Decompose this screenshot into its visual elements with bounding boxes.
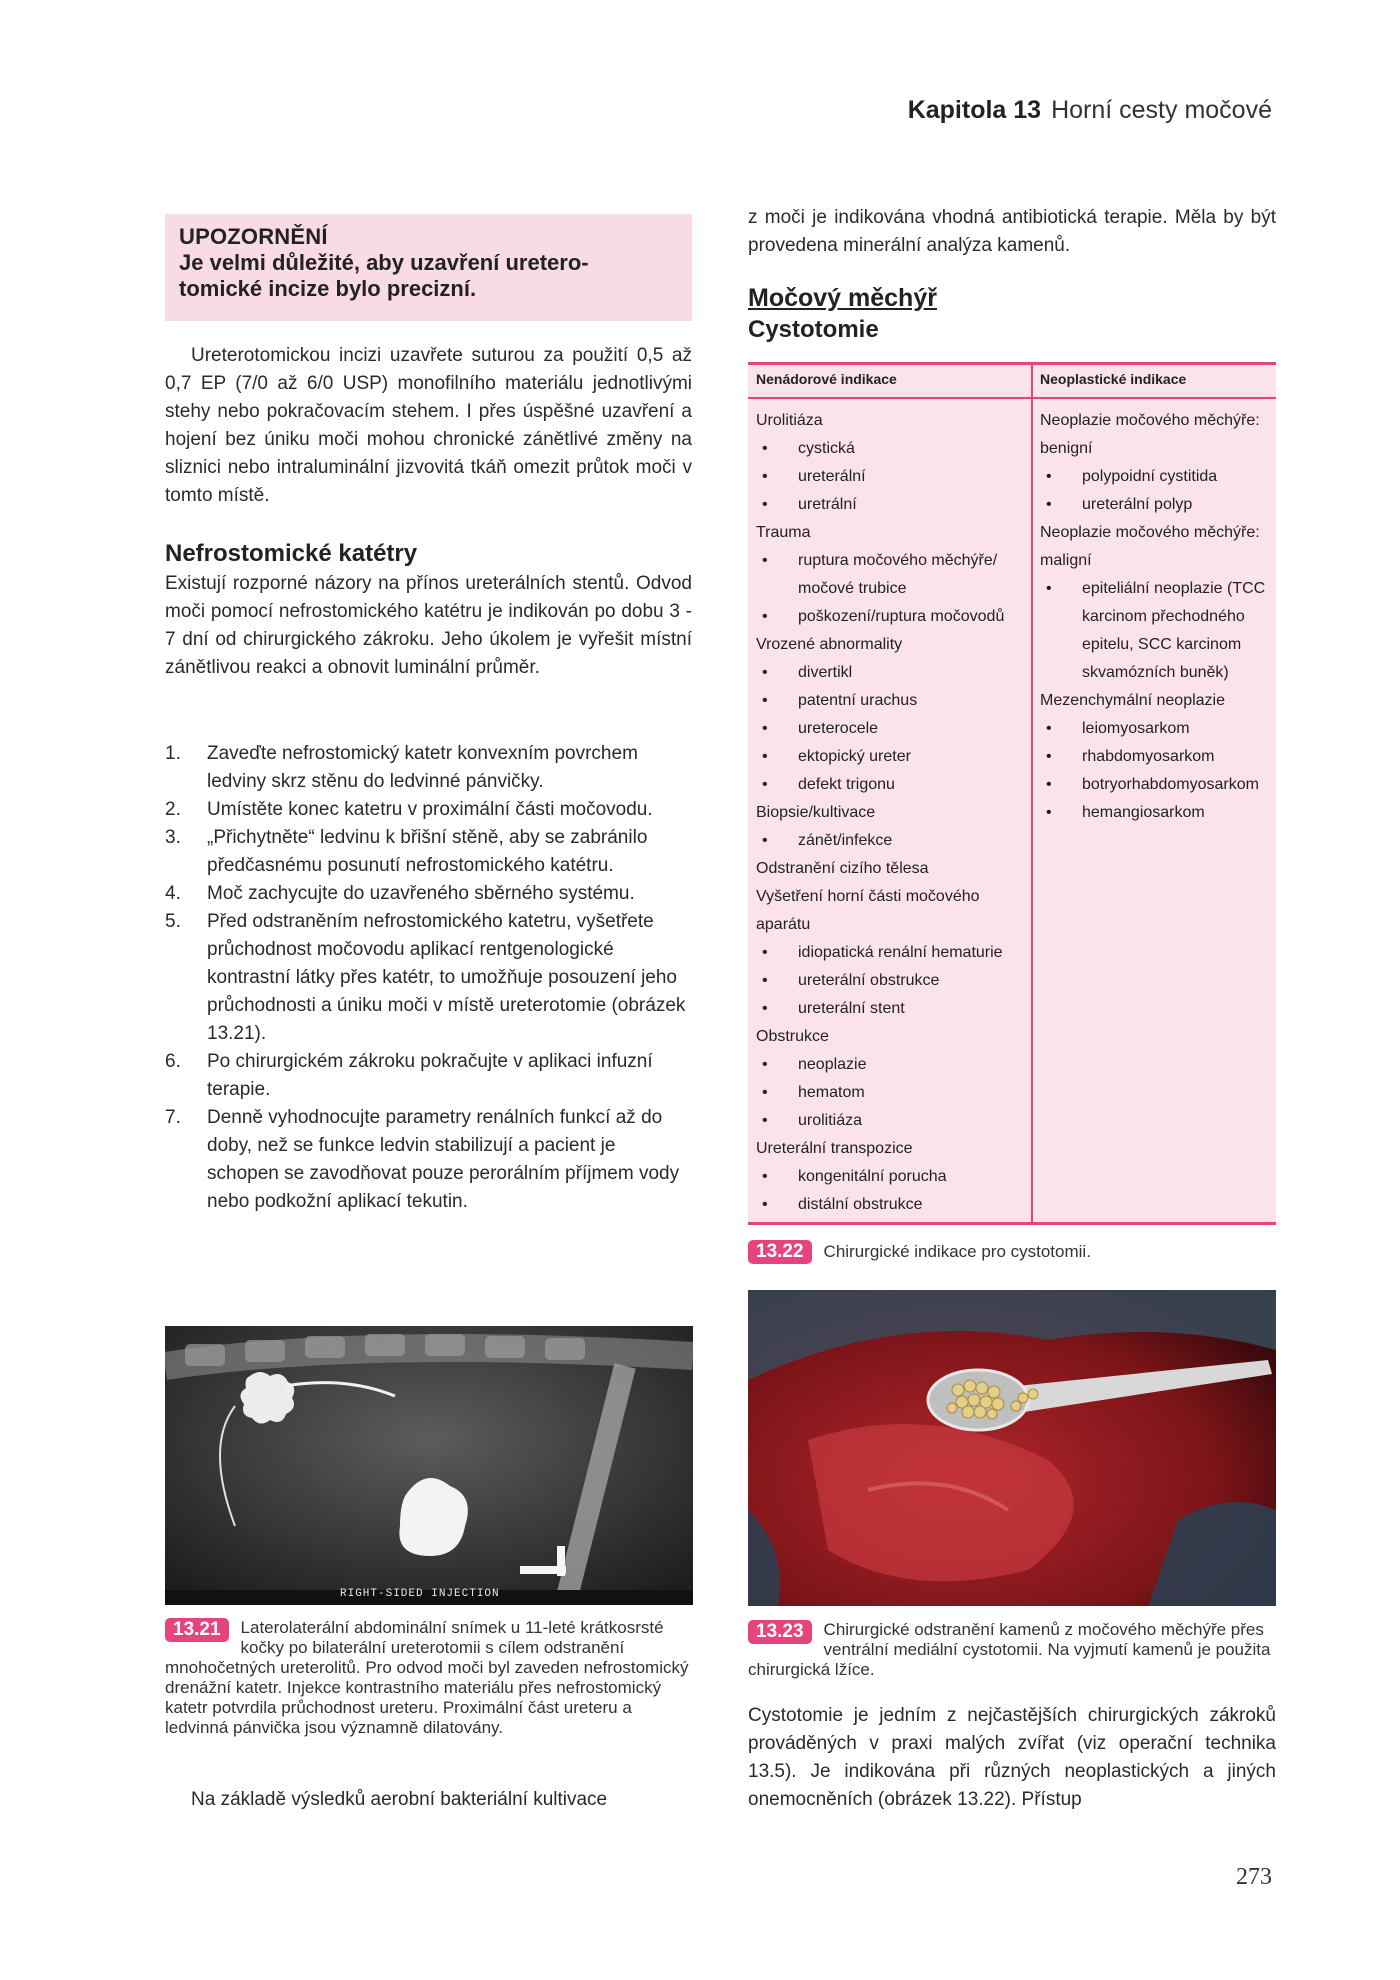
table-list-item: • leiomyosarkom xyxy=(1040,715,1272,743)
table-group-label: Trauma xyxy=(756,524,811,541)
step-item: 5. Před odstraněním nefrostomického katetru, vyšetřete průchodnost močovodu aplikací rentgenologické kontrastní látky přes katétr, to umožňuje posouzení jeho průchodnosti a úniku moči v místě ureterotomie (obrázek 13.21). xyxy=(165,911,686,1044)
table-list-item: • botryorhabdomyosarkom xyxy=(1040,771,1272,799)
table-group-label: Neoplazie močového měchýře: xyxy=(1040,524,1260,541)
table-list-item: • ureterální obstrukce xyxy=(756,967,1028,995)
table-group-label: Vrozené abnormality xyxy=(756,636,903,653)
heading-urinary-bladder: Močový měchýř xyxy=(748,284,937,312)
paragraph-antibiotics: z moči je indikována vhodná antibiotická terapie. Měla by být provedena minerální analýza kamenů. xyxy=(748,207,1276,256)
table-group-label: Urolitiáza xyxy=(756,412,823,429)
table-group-label: Neoplazie močového měchýře: xyxy=(1040,412,1260,429)
xray-label: RIGHT-SIDED INJECTION xyxy=(340,1588,500,1600)
caption-text-13-23: Chirurgické odstranění kamenů z močového měchýře přes ventrální mediální cystotomii. Na vyjmutí kamenů je použita chirurgická lžíce. xyxy=(748,1620,1271,1679)
table-list-item: epitelu, SCC karcinom xyxy=(1082,636,1242,653)
paragraph-nephrostomy: Existují rozporné názory na přínos ureterálních stentů. Odvod moči pomocí nefrostomického katétru je indikován po dobu 3 - 7 dní od chirurgického zákroku. Jeho úkolem je vyřešit místní zánětlivou reakci a obnovit luminální průměr. xyxy=(165,573,692,678)
table-header-neoplastic: Neoplastické indikace xyxy=(1040,371,1187,387)
step-item: 6. Po chirurgickém zákroku pokračujte v aplikaci infuzní terapie. xyxy=(165,1051,653,1100)
table-header-non-neoplastic: Nenádorové indikace xyxy=(756,371,897,387)
xray-image xyxy=(165,1326,693,1605)
table-list-item: • uretrální xyxy=(756,491,1028,519)
paragraph-ureterotomy: Ureterotomickou incizi uzavřete suturou za použití 0,5 až 0,7 EP (7/0 až 6/0 USP) monofilního materiálu jednotlivými stehy nebo pokračovacím stehem. I přes úspěšné uzavření a hojení bez úniku moči mohou chronické zánětlivé změny na sliznici nebo intraluminální jizvovitá tkáň omezit průtok moči v tomto místě. xyxy=(165,345,692,506)
step-item: 7. Denně vyhodnocujte parametry renálních funkcí až do doby, než se funkce ledvin stabilizují a pacient je schopen se zavodňovat pouze perorálním příjmem vody nebo podkožní aplikací tekutin. xyxy=(165,1107,680,1212)
caption-fig-13-22 xyxy=(748,1240,1276,1264)
table-list-item: • hematom xyxy=(756,1079,1028,1107)
table-list-item: • ureterální polyp xyxy=(1040,491,1272,519)
table-list-item: • hemangiosarkom xyxy=(1040,799,1272,827)
figure-tag-13-22: 13.22 xyxy=(748,1240,812,1264)
table-list-item: • idiopatická renální hematurie xyxy=(756,939,1028,967)
surgery-photo xyxy=(748,1290,1276,1606)
figure-tag-13-21: 13.21 xyxy=(165,1618,229,1642)
section-heading-nephrostomy: Nefrostomické katétry xyxy=(165,540,418,567)
table-column-separator xyxy=(1031,365,1033,1222)
step-item: 2. Umístěte konec katetru v proximální části močovodu. xyxy=(165,799,653,820)
paragraph-cystotomy: Cystotomie je jedním z nejčastějších chirurgických zákroků prováděných v praxi malých zvířat (viz operační technika 13.5). Je indikována při různých neoplastických a jiných onemocněních (obrázek 13.22). Přístup xyxy=(748,1705,1276,1810)
table-group-label: Vyšetření horní části močového xyxy=(756,888,980,905)
warning-line-2: tomické incize bylo precizní. xyxy=(179,276,477,301)
table-list-item: • divertikl xyxy=(756,659,1028,687)
warning-heading: UPOZORNĚNÍ xyxy=(179,224,328,249)
caption-fig-13-23 xyxy=(748,1620,1276,1680)
table-list-item: • poškození/ruptura močovodů xyxy=(756,603,1028,631)
table-group-label: Obstrukce xyxy=(756,1028,829,1045)
table-list-item: • defekt trigonu xyxy=(756,771,1028,799)
table-list-item: karcinom přechodného xyxy=(1082,608,1245,625)
table-list-item: • kongenitální porucha xyxy=(756,1163,1028,1191)
table-group-label: maligní xyxy=(1040,552,1092,569)
table-group-label: Odstranění cizího tělesa xyxy=(756,860,929,877)
table-list-item: • epiteliální neoplazie (TCC xyxy=(1040,575,1272,603)
procedure-steps xyxy=(165,740,692,1216)
figure-tag-13-23: 13.23 xyxy=(748,1620,812,1644)
table-list-item: • cystická xyxy=(756,435,1028,463)
table-list-item: • zánět/infekce xyxy=(756,827,1028,855)
indications-table xyxy=(748,362,1276,1225)
warning-box xyxy=(165,214,692,321)
caption-text-13-22: Chirurgické indikace pro cystotomii. xyxy=(823,1242,1091,1261)
running-head xyxy=(700,96,1272,125)
table-list-item: • ektopický ureter xyxy=(756,743,1028,771)
table-list-item: • ruptura močového měchýře/ xyxy=(756,547,1028,575)
chapter-label: Kapitola 13 xyxy=(907,96,1042,124)
table-column-neoplastic xyxy=(1040,407,1272,827)
table-list-item: • distální obstrukce xyxy=(756,1191,1028,1219)
surgery-illustration xyxy=(748,1290,1276,1606)
table-list-item: • ureterální stent xyxy=(756,995,1028,1023)
table-group-label: benigní xyxy=(1040,440,1093,457)
table-list-item: • ureterocele xyxy=(756,715,1028,743)
table-list-item: • patentní urachus xyxy=(756,687,1028,715)
caption-text-13-21: Laterolaterální abdominální snímek u 11-leté krátkosrsté kočky po bilaterální ureterotomii s cílem odstranění mnohočetných ureterolitů. Pro odvod moči byl zaveden nefrostomický drenážní katetr. Injekce kontrastního materiálu přes nefrostomický katetr potvrdila průchodnost ureteru. Proximální část ureteru a ledvinná pánvička jsou významně dilatovány. xyxy=(165,1618,689,1737)
table-list-item: • urolitiáza xyxy=(756,1107,1028,1135)
table-group-label: Ureterální transpozice xyxy=(756,1140,913,1157)
step-item: 3. „Přichytněte“ ledvinu k břišní stěně, aby se zabránilo předčasnému posunutí nefrostomického katétru. xyxy=(165,827,648,876)
table-group-label: aparátu xyxy=(756,916,811,933)
page-number: 273 xyxy=(1236,1864,1272,1890)
paragraph-culture: Na základě výsledků aerobní bakteriální kultivace xyxy=(191,1789,608,1810)
table-list-item: • ureterální xyxy=(756,463,1028,491)
table-list-item: • neoplazie xyxy=(756,1051,1028,1079)
heading-cystotomy: Cystotomie xyxy=(748,316,879,343)
table-header-line xyxy=(748,397,1276,399)
table-group-label: Biopsie/kultivace xyxy=(756,804,876,821)
table-column-non-neoplastic xyxy=(756,407,1028,1219)
caption-fig-13-21 xyxy=(165,1618,692,1738)
table-list-item: • polypoidní cystitida xyxy=(1040,463,1272,491)
table-list-item: skvamózních buněk) xyxy=(1082,664,1229,681)
step-item: 1. Zaveďte nefrostomický katetr konvexním povrchem ledviny skrz stěnu do ledvinné pánvičky. xyxy=(165,743,638,792)
xray-illustration xyxy=(165,1326,693,1605)
table-list-item: močové trubice xyxy=(798,580,907,597)
step-item: 4. Moč zachycujte do uzavřeného sběrného systému. xyxy=(165,883,635,904)
chapter-title: Horní cesty močové xyxy=(1051,96,1272,124)
warning-line-1: Je velmi důležité, aby uzavření uretero- xyxy=(179,250,589,275)
table-group-label: Mezenchymální neoplazie xyxy=(1040,692,1225,709)
table-list-item: • rhabdomyosarkom xyxy=(1040,743,1272,771)
